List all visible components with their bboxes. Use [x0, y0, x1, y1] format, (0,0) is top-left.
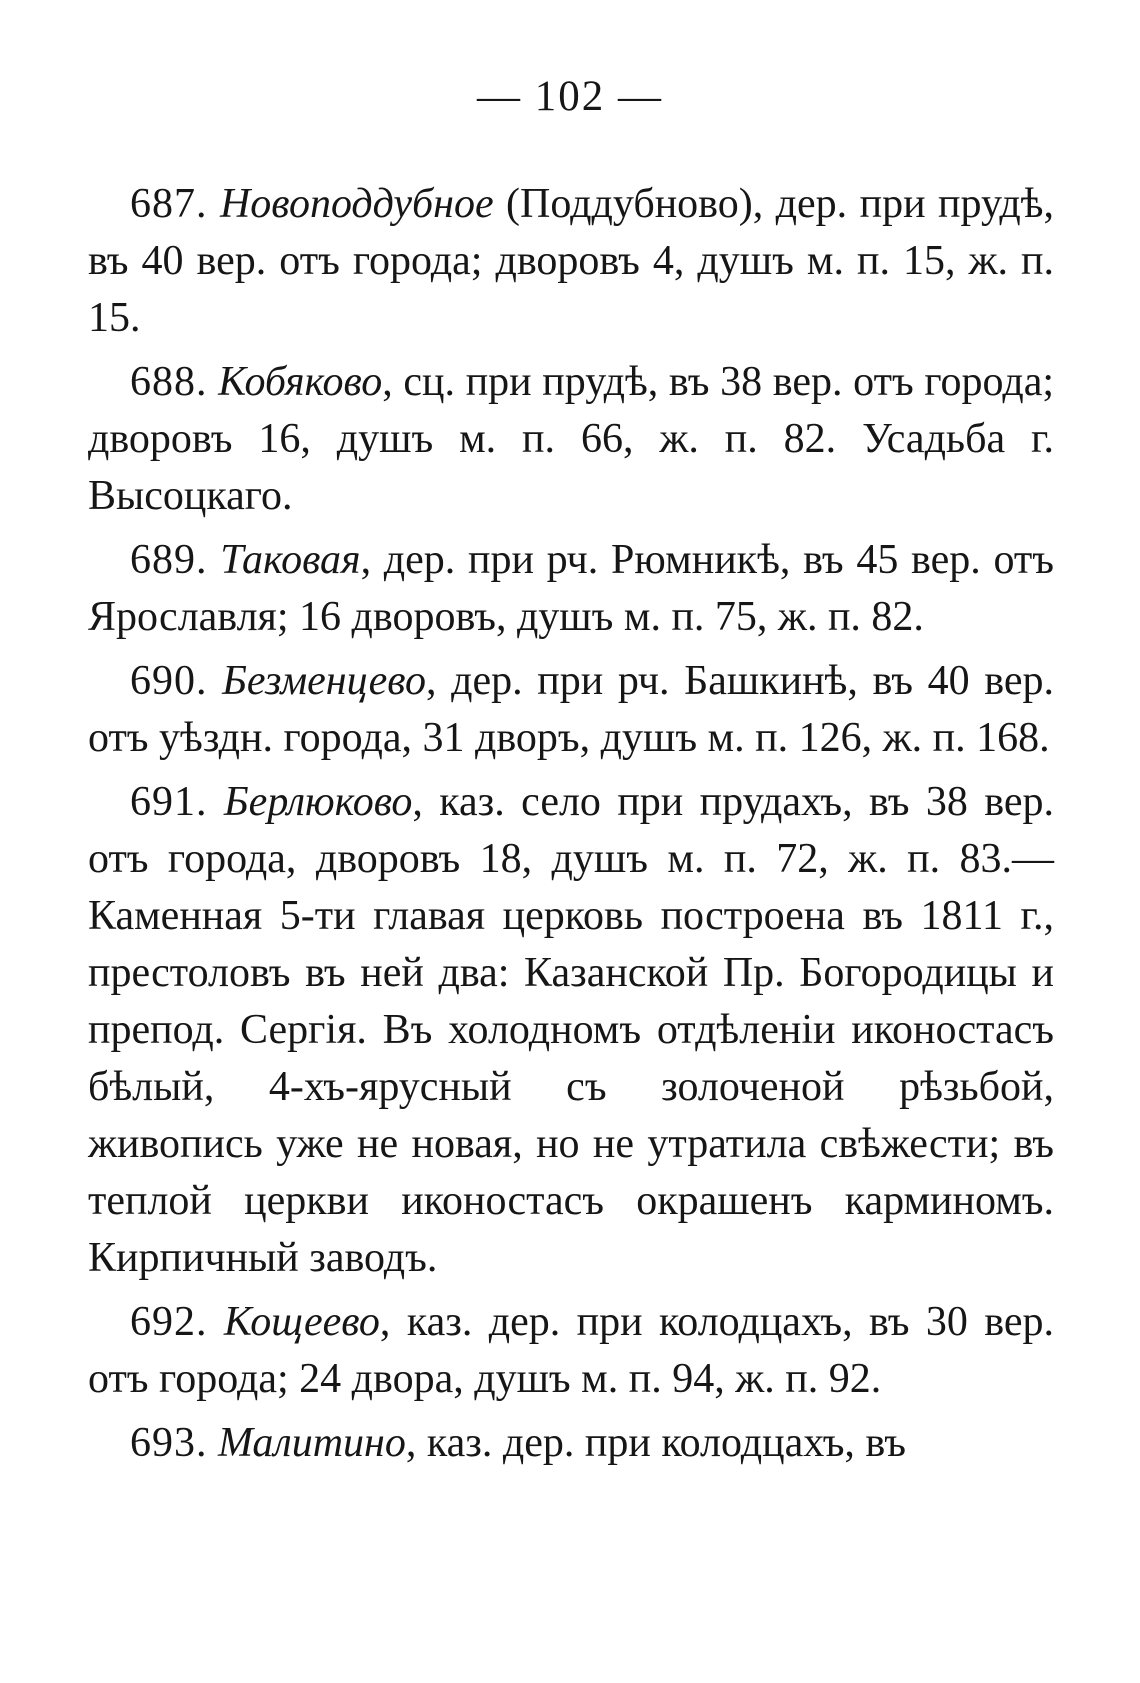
entry-number: 693. — [130, 1420, 208, 1466]
entry-691 — [88, 774, 1054, 1287]
entry-692 — [88, 1294, 1054, 1408]
entry-689 — [88, 532, 1054, 646]
place-name: Новоподдубное — [219, 181, 494, 227]
entry-690 — [88, 653, 1054, 767]
entry-number: 692. — [130, 1299, 208, 1345]
entry-number: 688. — [130, 359, 208, 405]
place-name: Малитино — [218, 1420, 406, 1466]
entry-693 — [88, 1415, 1054, 1472]
entries-list — [88, 176, 1054, 1472]
entry-description: , каз. село при прудахъ, въ 38 вер. отъ города, дворовъ 18, душъ м. п. 72, ж. п. 83.—Каменная 5-ти главая церковь построена въ 1811 г., престоловъ въ ней два: Казанской Пр. Богородицы и препод. Сергія. Въ холодномъ отдѣленіи иконостасъ бѣлый, 4-хъ-ярусный съ золоченой рѣзьбой, живопись уже не новая, но не утратила свѣжести; въ теплой церкви иконостасъ окрашенъ карминомъ. Кирпичный заводъ. — [88, 779, 1054, 1281]
entry-number: 687. — [130, 181, 208, 227]
entry-description: , дер. при рч. Рюмникѣ, въ 45 вер. отъ Ярославля; 16 дворовъ, душъ м. п. 75, ж. п. 82. — [88, 537, 1054, 640]
entry-description: , дер. при рч. Башкинѣ, въ 40 вер. отъ уѣздн. города, 31 дворъ, душъ м. п. 126, ж. п. 168. — [88, 658, 1054, 761]
entry-number: 690. — [130, 658, 208, 704]
place-name: Безменцево — [222, 658, 426, 704]
entry-688 — [88, 354, 1054, 525]
entry-description: (Поддубново), дер. при прудѣ, въ 40 вер. отъ города; дворовъ 4, душъ м. п. 15, ж. п. 15. — [88, 181, 1054, 341]
place-name: Кобяково — [218, 359, 383, 405]
entry-687 — [88, 176, 1054, 347]
place-name: Берлюково — [223, 779, 413, 825]
entry-description: , каз. дер. при колодцахъ, въ 30 вер. отъ города; 24 двора, душъ м. п. 94, ж. п. 92. — [88, 1299, 1054, 1402]
entry-number: 689. — [130, 537, 208, 583]
place-name: Таковая — [220, 537, 361, 583]
page-number: — 102 — — [477, 73, 663, 120]
entry-description: , сц. при прудѣ, въ 38 вер. отъ города; дворовъ 16, душъ м. п. 66, ж. п. 82. Усадьба г. Высоцкаго. — [88, 359, 1055, 519]
entry-description: , каз. дер. при колодцахъ, въ — [405, 1420, 906, 1466]
place-name: Кощеево — [223, 1299, 380, 1345]
entry-number: 691. — [130, 779, 208, 825]
